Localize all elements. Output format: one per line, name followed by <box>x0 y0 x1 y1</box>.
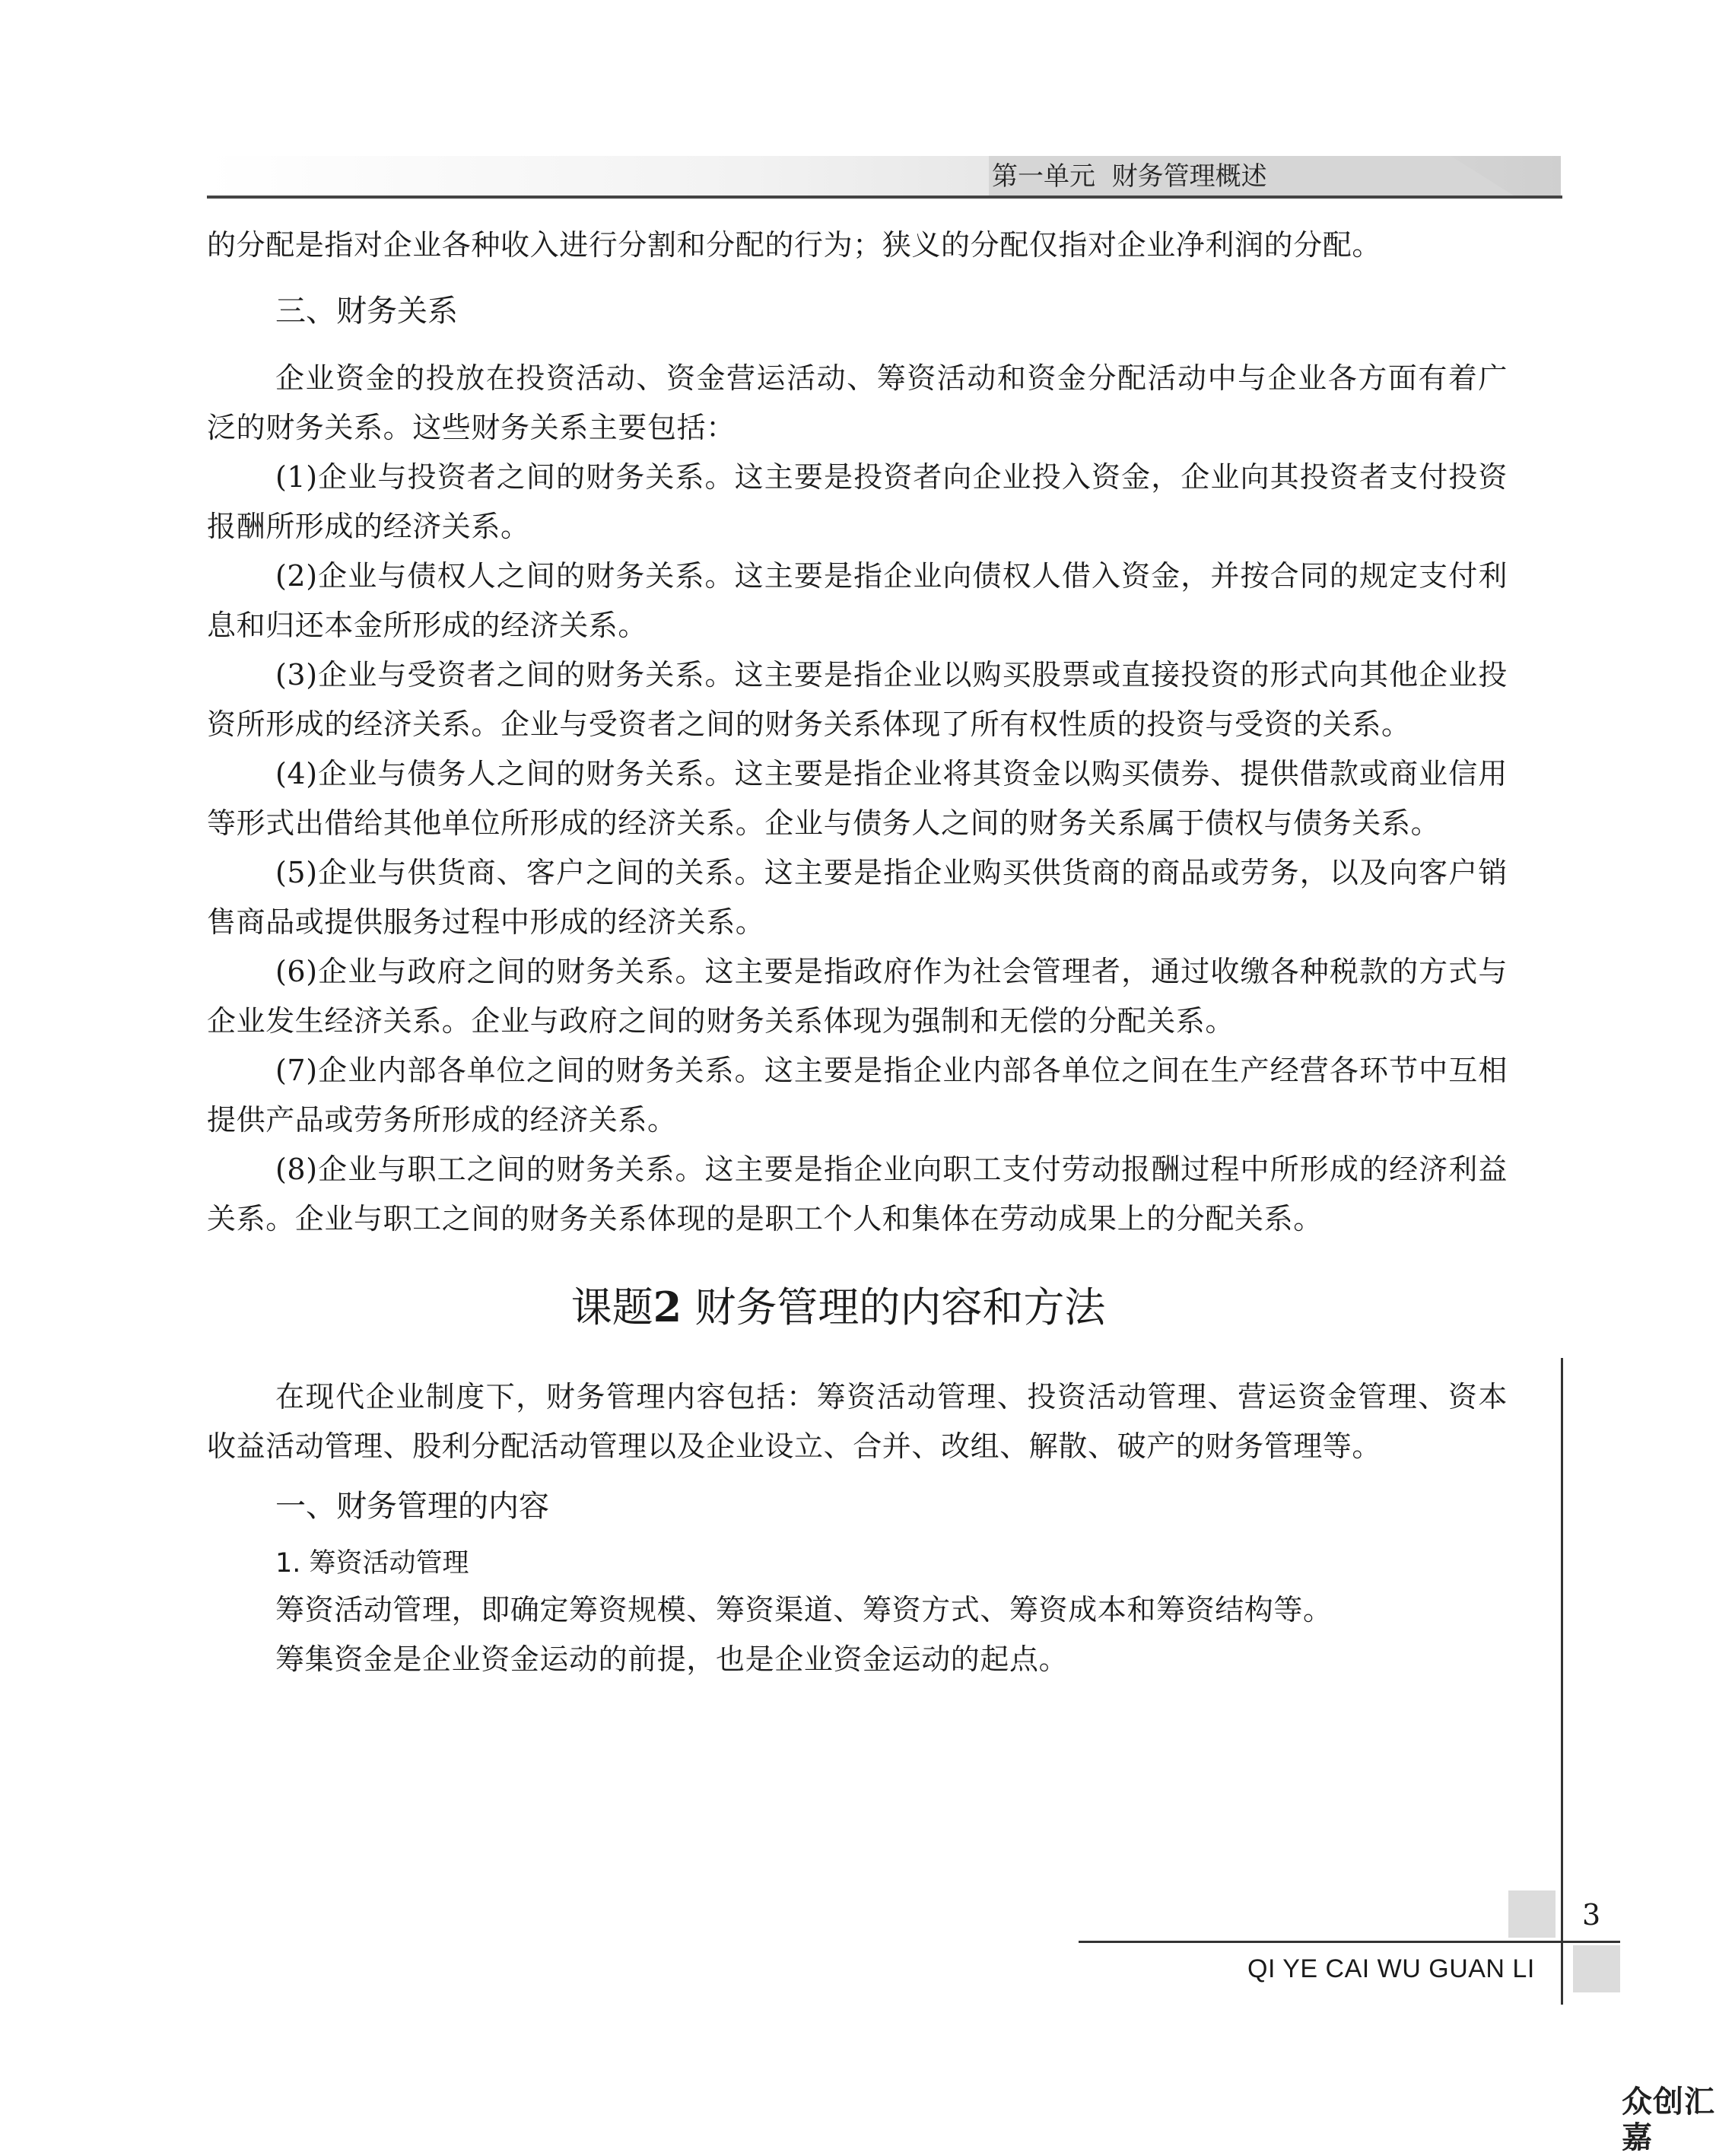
section-heading-one: 一、财务管理的内容 <box>275 1489 549 1524</box>
running-footer: QI YE CAI WU GUAN LI <box>1247 1954 1535 1983</box>
paragraph-sub1-1: 筹资活动管理，即确定筹资规模、筹资渠道、筹资方式、筹资成本和筹资结构等。 <box>275 1593 1333 1627</box>
running-header <box>992 157 1267 196</box>
page-number: 3 <box>1582 1898 1601 1932</box>
list-item-4: (4)企业与债务人之间的财务关系。这主要是指企业将其资金以购买债券、提供借款或商业信用等形式出借给其他单位所形成的经济关系。企业与债务人之间的财务关系属于债权与债务关系。 <box>207 757 1508 840</box>
header-rule <box>207 196 1562 199</box>
lesson-name: 财务管理的内容和方法 <box>694 1283 1106 1331</box>
list-item-1: (1)企业与投资者之间的财务关系。这主要是投资者向企业投入资金，企业向其投资者支付投资报酬所形成的经济关系。 <box>207 460 1508 543</box>
watermark-logo: 众创汇嘉 <box>1622 2084 1715 2155</box>
lesson-title <box>207 1273 1508 1342</box>
list-item-7: (7)企业内部各单位之间的财务关系。这主要是指企业内部各单位之间在生产经营各环节中互相提供产品或劳务所形成的经济关系。 <box>207 1054 1508 1137</box>
margin-vertical-rule <box>1561 1358 1563 2005</box>
decor-square-right <box>1573 1945 1620 1992</box>
paragraph-continued: 的分配是指对企业各种收入进行分割和分配的行为；狭义的分配仅指对企业净利润的分配。 <box>207 228 1382 262</box>
subsection-heading: 1. 筹资活动管理 <box>275 1548 469 1579</box>
paragraph-sub1-2: 筹集资金是企业资金运动的前提，也是企业资金运动的起点。 <box>275 1642 1069 1676</box>
footer-rule <box>1079 1941 1620 1943</box>
header-unit: 第一单元 <box>992 161 1095 192</box>
lesson-number: 2 <box>653 1283 682 1331</box>
header-title: 财务管理概述 <box>1111 161 1267 192</box>
list-item-2: (2)企业与债权人之间的财务关系。这主要是指企业向债权人借入资金，并按合同的规定支付利息和归还本金所形成的经济关系。 <box>207 559 1508 642</box>
list-item-8: (8)企业与职工之间的财务关系。这主要是指企业向职工支付劳动报酬过程中所形成的经济利益关系。企业与职工之间的财务关系体现的是职工个人和集体在劳动成果上的分配关系。 <box>207 1153 1508 1235</box>
page-body <box>207 221 1508 1684</box>
list-item-5: (5)企业与供货商、客户之间的关系。这主要是指企业购买供货商的商品或劳务，以及向客户销售商品或提供服务过程中形成的经济关系。 <box>207 856 1508 939</box>
paragraph-intro: 企业资金的投放在投资活动、资金营运活动、筹资活动和资金分配活动中与企业各方面有着广泛的财务关系。这些财务关系主要包括： <box>207 361 1508 444</box>
list-item-3: (3)企业与受资者之间的财务关系。这主要是指企业以购买股票或直接投资的形式向其他企业投资所形成的经济关系。企业与受资者之间的财务关系体现了所有权性质的投资与受资的关系。 <box>207 658 1508 741</box>
decor-square-left <box>1508 1890 1556 1938</box>
paragraph-lesson-intro: 在现代企业制度下，财务管理内容包括：筹资活动管理、投资活动管理、营运资金管理、资本收益活动管理、股利分配活动管理以及企业设立、合并、改组、解散、破产的财务管理等。 <box>207 1380 1508 1463</box>
section-heading-three: 三、财务关系 <box>275 294 458 329</box>
list-item-6: (6)企业与政府之间的财务关系。这主要是指政府作为社会管理者，通过收缴各种税款的方式与企业发生经济关系。企业与政府之间的财务关系体现为强制和无偿的分配关系。 <box>207 955 1508 1038</box>
lesson-label: 课题 <box>570 1283 653 1331</box>
